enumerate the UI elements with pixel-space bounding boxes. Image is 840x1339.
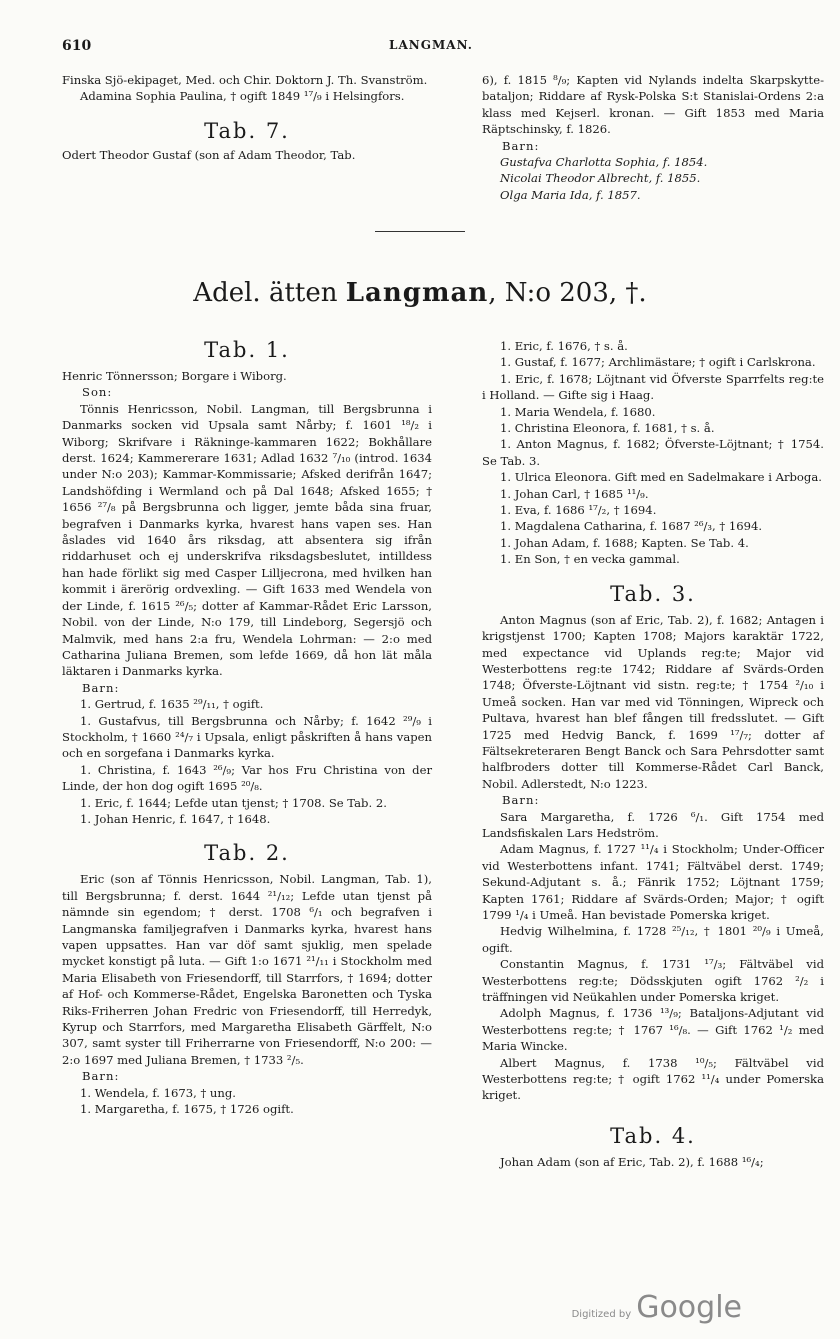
barn-label: Barn:: [502, 793, 540, 808]
tab-heading: Tab. 1.: [204, 338, 290, 362]
barn-label: Barn:: [82, 680, 120, 695]
tab-heading: Tab. 7.: [204, 118, 290, 143]
top-right-column: [482, 72, 824, 203]
child-entry: 1. Magdalena Catharina, f. 1687 ²⁶/₃, † 1694.: [500, 519, 763, 534]
child-entry: Adam Magnus, f. 1727 ¹¹/₄ i Stockholm; Under-Officer vid Westerbottens infant. 1741; Fältväbel derst. 1749; Sekund-Adjutant s. å.; Fänrik 1752; Löjtnant 1759; Kapten 1761; Riddare af Svärds-Orden; Major; † ogift 1799 ¹/₄ i Umeå. Han bevistade Pomerska kriget.: [482, 842, 824, 922]
page-header: [62, 38, 800, 58]
child-entry: Nicolai Theodor Albrecht, f. 1855.: [500, 171, 701, 186]
child-entry: 1. Anton Magnus, f. 1682; Öfverste-Löjtnant; † 1754. Se Tab. 3.: [482, 437, 824, 468]
tab-heading: Tab. 4.: [610, 1123, 696, 1148]
child-entry: 1. Christina, f. 1643 ²⁶/₉; Var hos Fru Christina von der Linde, der hon dog ogift 1695 ²⁰/₈.: [62, 762, 432, 794]
child-entry: 1. Wendela, f. 1673, † ung.: [80, 1085, 236, 1100]
child-entry: 1. Johan Adam, f. 1688; Kapten. Se Tab. 4.: [500, 535, 749, 550]
top-left-column: [62, 72, 432, 163]
child-entry: Constantin Magnus, f. 1731 ¹⁷/₃; Fältväbel vid Westerbottens reg:te; Dödsskjuten ogift 1762 ²/₂ i träffningen vid Neükahlen under Pomerska kriget.: [482, 957, 824, 1005]
google-watermark: [572, 1290, 742, 1325]
child-entry: 1. Eric, f. 1644; Lefde utan tjenst; † 1708. Se Tab. 2.: [80, 795, 387, 810]
tab-heading: Tab. 3.: [610, 581, 696, 606]
child-entry: 1. Gertrud, f. 1635 ²⁹/₁₁, † ogift.: [80, 697, 264, 712]
child-entry: Hedvig Wilhelmina, f. 1728 ²⁵/₁₂, † 1801 ²⁰/₉ i Umeå, ogift.: [482, 924, 824, 955]
running-title: LANGMAN.: [389, 38, 473, 52]
left-column: [62, 336, 432, 1117]
child-entry: Olga Maria Ida, f. 1857.: [500, 187, 641, 202]
entry-paragraph: Eric (son af Tönnis Henricsson, Nobil. Langman, Tab. 1), till Bergsbrunna; f. derst. 1644 ²¹/₁₂; Lefde utan tjenst på nämnde sin egendom; † derst. 1708 ⁶/₁ och begrafven i Langmanska familjegrafven i Danmarks kyrka, hvarest hans vapen uppsattes. Han var döf samt sjuklig, men spelade mycket konstigt på luta. — Gift 1:o 1671 ²¹/₁₁ i Stockholm med Maria Elisabeth von Friesendorff, till Starrfors, † 1694; dotter af Hof- och Kommerse-Rådet, Engelska Baronetten och Tyska Riks-Friherren Johan Fredric von Friesendorff, till Herredyk, Kyrup och Starrfors, med Margaretha Elisabeth Gärffelt, N:o 307, samt syster till Friherrarne von Friesendorff, N:o 200: — 2:o 1697 med Juliana Bremen, † 1733 ²/₅.: [62, 872, 432, 1067]
child-entry: 1. Ulrica Eleonora. Gift med en Sadelmakare i Arboga.: [500, 470, 822, 485]
child-entry: 1. En Son, † en vecka gammal.: [500, 552, 680, 567]
child-entry: Gustafva Charlotta Sophia, f. 1854.: [500, 155, 708, 170]
child-entry: 1. Eric, f. 1676, † s. å.: [500, 339, 628, 353]
child-entry: Sara Margaretha, f. 1726 ⁶/₁. Gift 1754 med Landsfiskalen Lars Hedström.: [482, 809, 824, 840]
title-suffix: , N:o 203, †.: [488, 278, 647, 308]
family-title: [0, 278, 840, 308]
right-column: [482, 338, 824, 1170]
child-entry: 1. Maria Wendela, f. 1680.: [500, 404, 656, 419]
section-divider: [375, 231, 465, 232]
digitized-label: Digitized by: [571, 1309, 632, 1320]
child-entry: 1. Margaretha, f. 1675, † 1726 ogift.: [80, 1102, 294, 1117]
entry-paragraph: Johan Adam (son af Eric, Tab. 2), f. 1688 ¹⁶/₄;: [500, 1154, 764, 1169]
text-line: Henric Tönnersson; Borgare i Wiborg.: [62, 369, 287, 383]
title-name: Langman: [345, 278, 489, 308]
child-entry: Albert Magnus, f. 1738 ¹⁰/₅; Fältväbel vid Westerbottens reg:te; † ogift 1762 ¹¹/₄ under Pomerska kriget.: [482, 1055, 824, 1103]
child-entry: 1. Johan Henric, f. 1647, † 1648.: [80, 811, 271, 826]
child-entry: 1. Gustafvus, till Bergsbrunna och Nårby; f. 1642 ²⁹/₉ i Stockholm, † 1660 ²⁴/₇ i Upsala, enligt påskriften å hans vapen och en sorgefana i Danmarks kyrka.: [62, 713, 432, 761]
child-entry: 1. Eric, f. 1678; Löjtnant vid Öfverste Sparrfelts reg:te i Holland. — Gifte sig i Haag.: [482, 371, 824, 403]
child-entry: 1. Eva, f. 1686 ¹⁷/₂, † 1694.: [500, 503, 657, 518]
title-prefix: Adel. ätten: [193, 278, 338, 308]
son-label: Son:: [82, 385, 113, 400]
tab-heading: Tab. 2.: [204, 841, 290, 866]
barn-label: Barn:: [82, 1069, 120, 1084]
child-entry: 1. Johan Carl, † 1685 ¹¹/₉.: [500, 486, 649, 501]
entry-paragraph: Tönnis Henricsson, Nobil. Langman, till Bergsbrunna i Danmarks socken vid Upsala samt Nårby; f. 1601 ¹⁸/₂ i Wiborg; Skrifvare i Räkninge-kammaren 1622; Bokhållare derst. 1624; Kammererare 1631; Adlad 1632 ⁷/₁₀ (introd. 1634 under N:o 203); Kammar-Kommissarie; Afsked derifrån 1647; Landshöfding i Wermland och på Dal 1648; Afsked 1655; † 1656 ²⁷/₈ på Bergsbrunna och ligger, jemte båda sina fruar, begrafven i Danmarks kyrka, hvarest hans vapen ses. Han åslades vid 1640 års riksdag, att absentera sig ifrån riddarhuset och ej underskrifva riksdagsbeslutet, intilldess han hade förlikt sig med Casper Lilljecrona, med hvilken han kommit i ärerörig ordvexling. — Gift 1633 med Wendela von der Linde, f. 1615 ²⁶/₅; dotter af Kammar-Rådet Eric Larsson, Nobil. von der Linde, N:o 179, till Lindeborg, Segersjö och Malmvik, med hans 2:a fru, Wendela Lohrman: — 2:o med Catharina Juliana Bremen, som lefde 1669, då hon lät måla läktaren i Danmarks kyrka.: [62, 401, 432, 679]
text-line: Adamina Sophia Paulina, † ogift 1849 ¹⁷/₉ i Helsingfors.: [80, 89, 405, 104]
child-entry: 1. Christina Eleonora, f. 1681, † s. å.: [500, 421, 715, 436]
google-logo: Google: [636, 1290, 742, 1325]
text-line: Odert Theodor Gustaf (son af Adam Theodor, Tab.: [62, 147, 356, 162]
barn-label: Barn:: [502, 138, 540, 153]
page-number: 610: [62, 38, 92, 54]
text-line: 6), f. 1815 ⁸/₉; Kapten vid Nylands indelta Skarpskytte-bataljon; Riddare af Rysk-Polska S:t Stanislai-Ordens 2:a klass med Kejserl. kronan. — Gift 1853 med Maria Räptschinsky, f. 1826.: [482, 73, 824, 137]
text-line: Finska Sjö-ekipaget, Med. och Chir. Doktorn J. Th. Svanström.: [62, 73, 428, 87]
entry-paragraph: Anton Magnus (son af Eric, Tab. 2), f. 1682; Antagen i krigstjenst 1700; Kapten 1708; Majors karaktär 1722, med expectance vid Uplands reg:te; Major vid Westerbottens reg:te 1742; Riddare af Svärds-Orden 1748; Öfverste-Löjtnant vid sistn. reg:te; † 1754 ²/₁₀ i Umeå socken. Han var med vid Tönningen, Wipreck och Pultava, hvarest han blef fången till fredsslutet. — Gift 1725 med Hedvig Banck, f. 1699 ¹⁷/₇; dotter af Fältsekreteraren Bengt Banck och Sara Pehrsdotter samt halfbroders dotter till Kommerse-Rådet Carl Banck, Nobil. Adlerstedt, N:o 1223.: [482, 612, 824, 791]
child-entry: Adolph Magnus, f. 1736 ¹³/₉; Bataljons-Adjutant vid Westerbottens reg:te; † 1767 ¹⁶/₈. — Gift 1762 ¹/₂ med Maria Wincke.: [482, 1006, 824, 1054]
child-entry: 1. Gustaf, f. 1677; Archlimästare; † ogift i Carlskrona.: [500, 355, 816, 370]
